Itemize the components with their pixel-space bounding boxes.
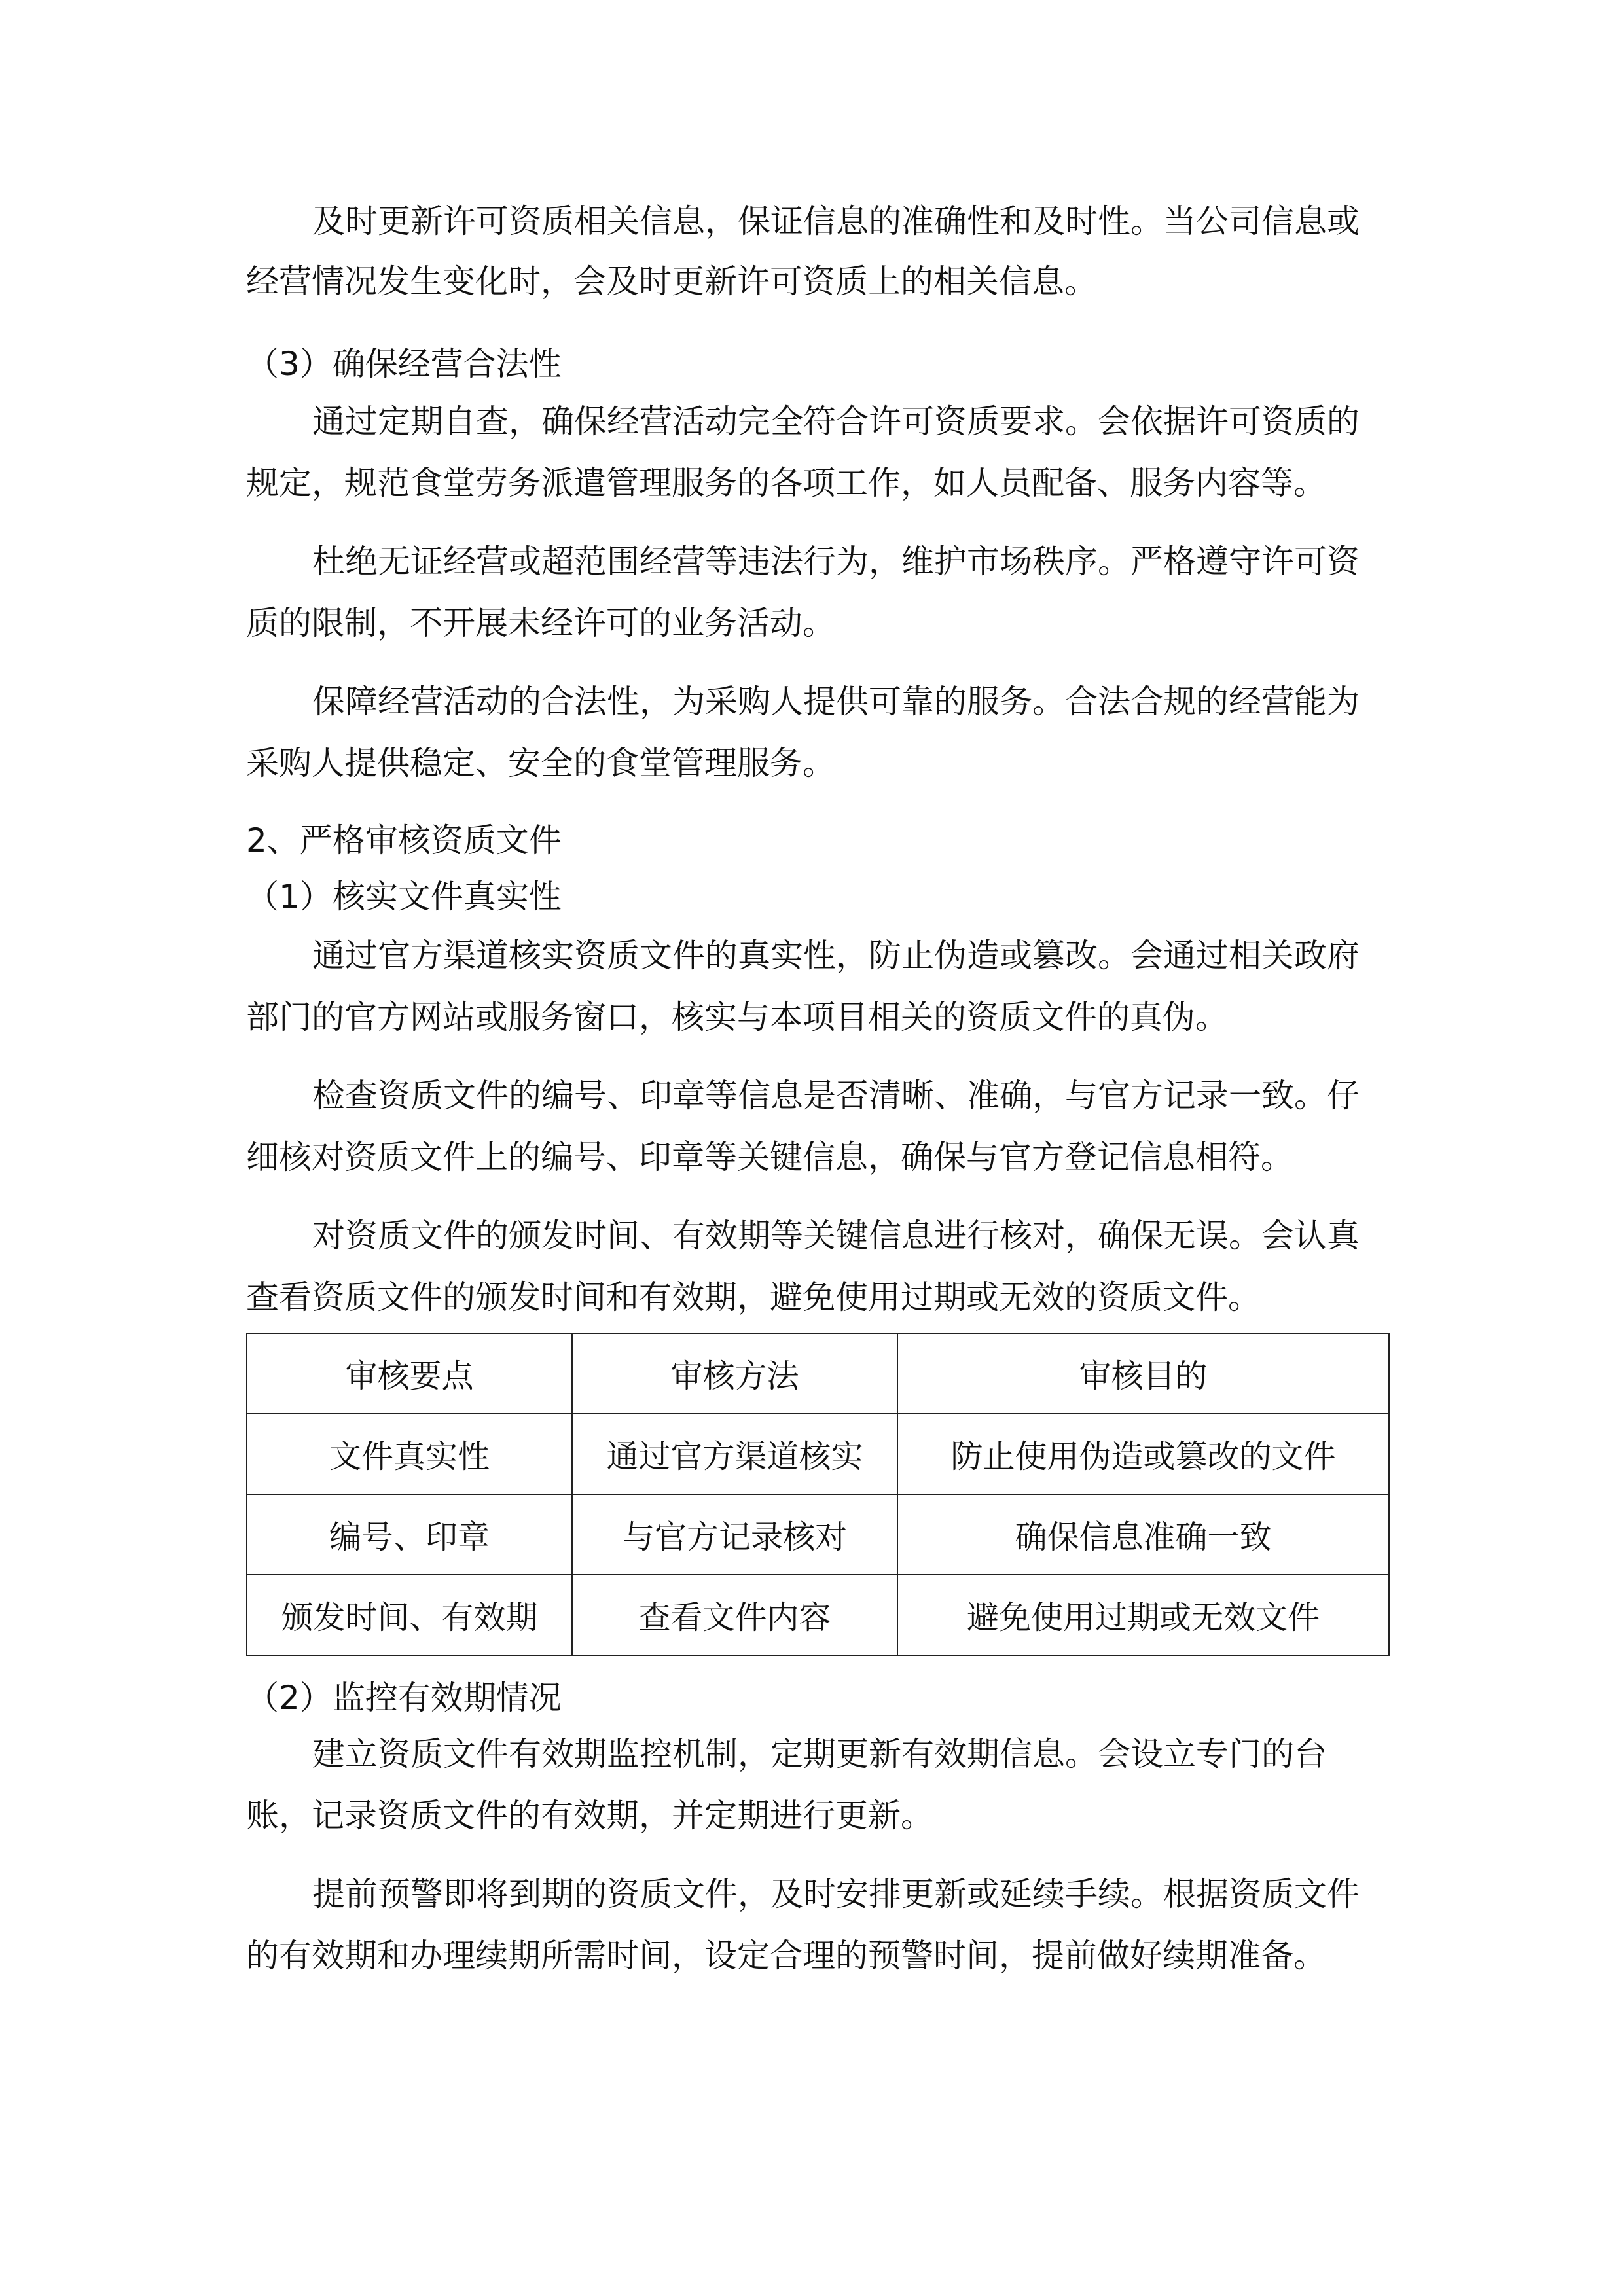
- table-header-cell: 审核方法: [572, 1333, 897, 1414]
- paragraph-line: 质的限制，不开展未经许可的业务活动。: [246, 604, 835, 642]
- table-header-row: [247, 1333, 1389, 1414]
- table-cell: 确保信息准确一致: [897, 1494, 1389, 1575]
- table-cell: 避免使用过期或无效文件: [897, 1575, 1389, 1655]
- section-heading: （3）确保经营合法性: [246, 345, 562, 383]
- paragraph-line: 部门的官方网站或服务窗口，核实与本项目相关的资质文件的真伪。: [246, 998, 1228, 1036]
- table-cell: 与官方记录核对: [572, 1494, 897, 1575]
- table-header-cell: 审核要点: [247, 1333, 572, 1414]
- paragraph-line: 提前预警即将到期的资质文件，及时安排更新或延续手续。根据资质文件: [312, 1875, 1360, 1913]
- table-cell: 查看文件内容: [572, 1575, 897, 1655]
- audit-table: [246, 1333, 1390, 1656]
- paragraph-line: 经营情况发生变化时，会及时更新许可资质上的相关信息。: [246, 262, 1097, 300]
- paragraph-line: 通过官方渠道核实资质文件的真实性，防止伪造或篡改。会通过相关政府: [312, 937, 1360, 975]
- table-cell: 通过官方渠道核实: [572, 1414, 897, 1494]
- table-row: [247, 1575, 1389, 1655]
- paragraph-line: 的有效期和办理续期所需时间，设定合理的预警时间，提前做好续期准备。: [246, 1937, 1326, 1975]
- table-cell: 文件真实性: [247, 1414, 572, 1494]
- table-header-cell: 审核目的: [897, 1333, 1389, 1414]
- table-row: [247, 1414, 1389, 1494]
- section-heading: （2）监控有效期情况: [246, 1679, 562, 1717]
- section-heading: （1）核实文件真实性: [246, 878, 562, 916]
- paragraph-line: 通过定期自查，确保经营活动完全符合许可资质要求。会依据许可资质的: [312, 403, 1360, 440]
- paragraph-line: 采购人提供稳定、安全的食堂管理服务。: [246, 744, 835, 782]
- paragraph-line: 账，记录资质文件的有效期，并定期进行更新。: [246, 1797, 933, 1835]
- section-heading: 2、严格审核资质文件: [246, 821, 562, 859]
- paragraph-line: 杜绝无证经营或超范围经营等违法行为，维护市场秩序。严格遵守许可资: [312, 543, 1360, 581]
- table-cell: 防止使用伪造或篡改的文件: [897, 1414, 1389, 1494]
- table-cell: 颁发时间、有效期: [247, 1575, 572, 1655]
- paragraph-line: 对资质文件的颁发时间、有效期等关键信息进行核对，确保无误。会认真: [312, 1217, 1360, 1255]
- paragraph-line: 检查资质文件的编号、印章等信息是否清晰、准确，与官方记录一致。仔: [312, 1077, 1360, 1115]
- paragraph-line: 规定，规范食堂劳务派遣管理服务的各项工作，如人员配备、服务内容等。: [246, 464, 1326, 502]
- paragraph-line: 及时更新许可资质相关信息，保证信息的准确性和及时性。当公司信息或: [312, 202, 1360, 240]
- paragraph-line: 查看资质文件的颁发时间和有效期，避免使用过期或无效的资质文件。: [246, 1278, 1261, 1316]
- table-row: [247, 1494, 1389, 1575]
- paragraph-line: 细核对资质文件上的编号、印章等关键信息，确保与官方登记信息相符。: [246, 1138, 1293, 1176]
- paragraph-line: 建立资质文件有效期监控机制，定期更新有效期信息。会设立专门的台: [312, 1735, 1327, 1773]
- table-cell: 编号、印章: [247, 1494, 572, 1575]
- paragraph-line: 保障经营活动的合法性，为采购人提供可靠的服务。合法合规的经营能为: [312, 683, 1360, 721]
